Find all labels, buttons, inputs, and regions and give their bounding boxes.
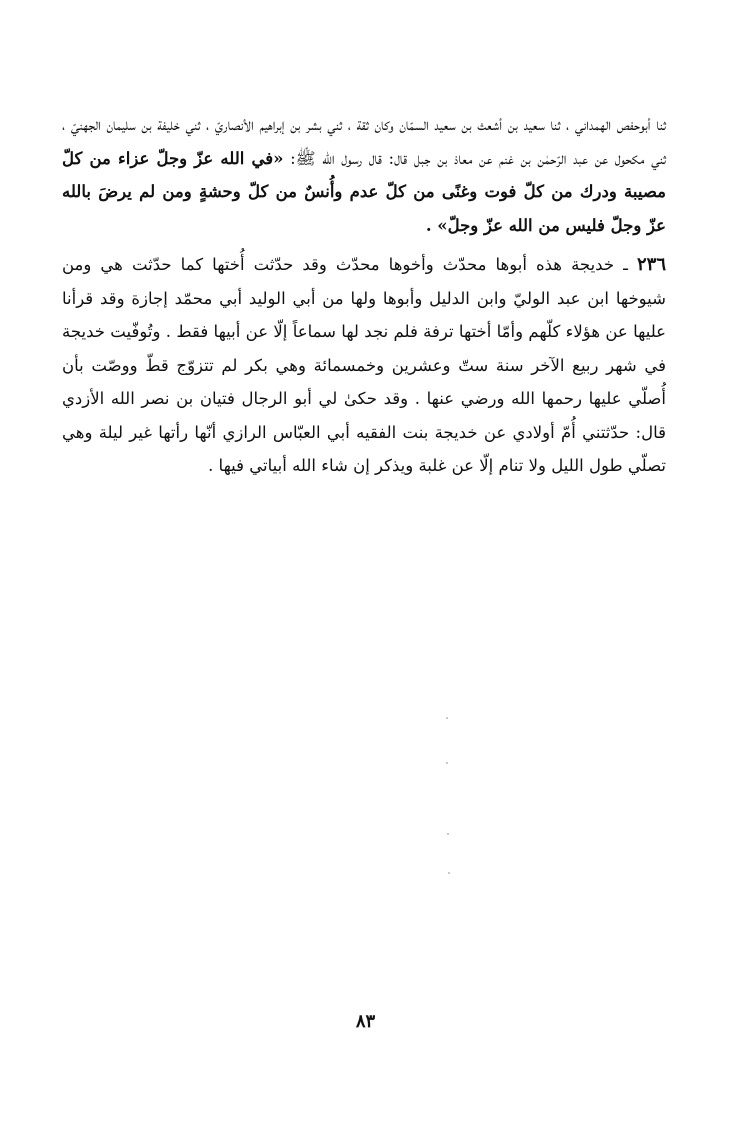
scan-speck <box>448 872 450 874</box>
scan-speck <box>447 833 449 835</box>
hadith-text: «في الله عزّ وجلّ عزاء من كلّ مصيبة ودرك من كلّ فوت وغنًى من كلّ عدم وأُنسٌ من كلّ وحشةٍ ومن لم يرضَ بالله عزّ وجلّ فليس من الله عزّ وجلّ» . <box>62 148 666 235</box>
biography-paragraph <box>62 248 666 483</box>
page-body-text <box>62 108 666 483</box>
isnad-text: ثنا أبوحفص الهمداني ، ثنا سعيد بن أشعث بن سعيد السمّان وكان ثقة ، ثني بشر بن إبراهيم الأنصاريّ ، ثني خليفة بن سليمان الجهنيّ ، ثني مكحول عن عبد الرّحمٰن بن غنم عن معاذ بن جبل قال: قال رسول الله ﷺ: <box>62 115 667 168</box>
scan-speck <box>446 717 448 719</box>
hadith-paragraph <box>62 108 666 242</box>
biography-text: ـ خديجة هذه أبوها محدّث وأخوها محدّث وقد حدّثت أُختها كما حدّثت هي ومن شيوخها ابن عبد الوليّ وابن الدليل وأبوها ولها من أبي الوليد أبي محمّد إجازة وقد قرأنا عليها عن هؤلاء كلّهم وأمّا أختها ترفة فلم نجد لها سماعاً إلّا عن أبيها فقط . وتُوفّيت خديجة في شهر ربيع الآخر سنة ستّ وعشرين وخمسمائة وهي بكر لم تتزوّج قطّ ووصّت بأن أُصلّي عليها رحمها الله ورضي عنها . وقد حكىٰ لي أبو الرجال فتيان بن نصر الله الأزدي قال: حدّثتني أُمّ أولادي عن خديجة بنت الفقيه أبي العبّاس الرازي أنّها رأتها غير ليلة وهي تصلّي طول الليل ولا تنام إلّا عن غلبة ويذكر إن شاء الله أبياتي فيها . <box>62 255 666 475</box>
entry-number: ٢٣٦ <box>636 254 666 275</box>
scan-speck <box>446 762 448 764</box>
page-number: ٨٣ <box>355 1011 376 1032</box>
